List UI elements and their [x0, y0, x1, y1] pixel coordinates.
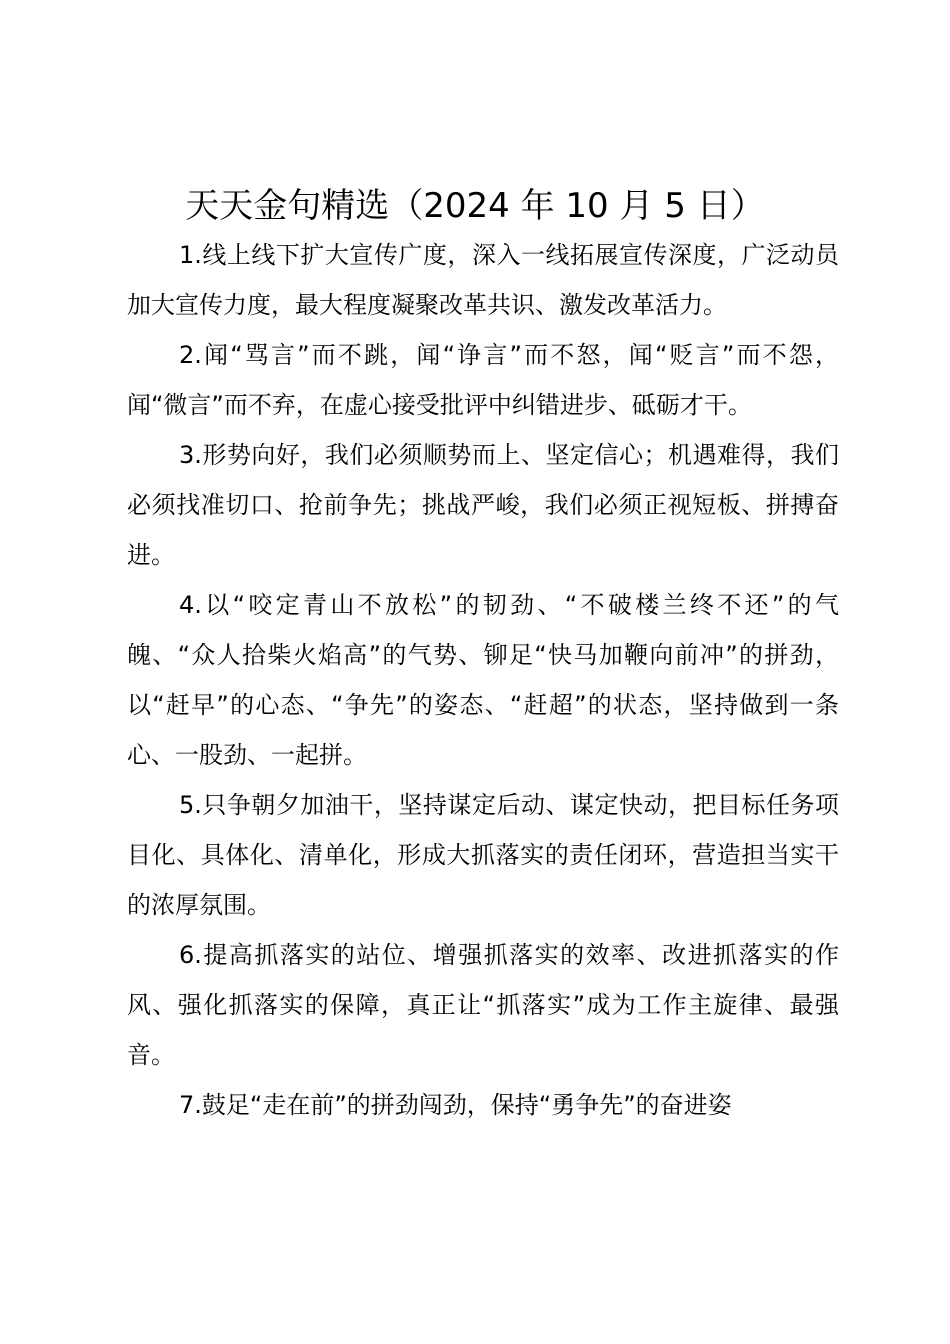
paragraph-2: 2.闻“骂言”而不跳，闻“诤言”而不怒，闻“贬言”而不怨，闻“微言”而不弃，在虚心接受批评中纠错进步、砥砺才干。	[127, 341, 839, 419]
paragraph-5: 5.只争朝夕加油干，坚持谋定后动、谋定快动，把目标任务项目化、具体化、清单化，形成大抓落实的责任闭环，营造担当实干的浓厚氛围。	[127, 791, 839, 919]
document-title: 天天金句精选（2024 年 10 月 5 日）	[185, 186, 765, 226]
paragraph-6: 6.提高抓落实的站位、增强抓落实的效率、改进抓落实的作风、强化抓落实的保障，真正让“抓落实”成为工作主旋律、最强音。	[127, 941, 839, 1069]
document-body	[127, 230, 839, 1130]
paragraph-1: 1.线上线下扩大宣传广度，深入一线拓展宣传深度，广泛动员加大宣传力度，最大程度凝聚改革共识、激发改革活力。	[127, 241, 839, 319]
paragraph-4: 4.以“咬定青山不放松”的韧劲、“不破楼兰终不还”的气魄、“众人拾柴火焰高”的气势、铆足“快马加鞭向前冲”的拼劲，以“赶早”的心态、“争先”的姿态、“赶超”的状态，坚持做到一条心、一股劲、一起拼。	[127, 591, 839, 769]
paragraph-7: 7.鼓足“走在前”的拼劲闯劲，保持“勇争先”的奋进姿	[179, 1091, 732, 1119]
paragraph-3: 3.形势向好，我们必须顺势而上、坚定信心；机遇难得，我们必须找准切口、抢前争先；挑战严峻，我们必须正视短板、拼搏奋进。	[127, 441, 839, 569]
